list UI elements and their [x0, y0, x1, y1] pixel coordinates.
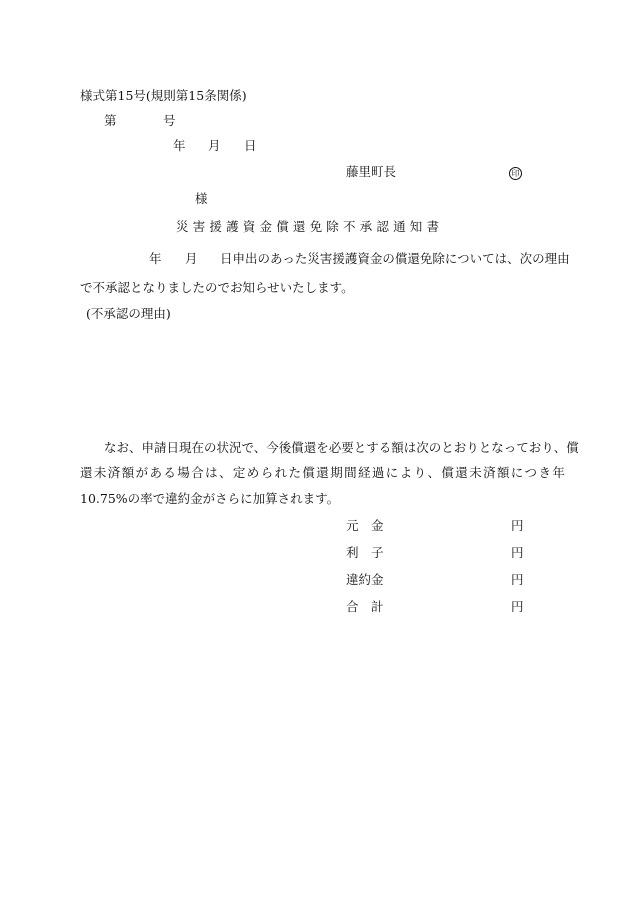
notice-line-3: 10.75%の率で違約金がさらに加算されます。 — [80, 491, 340, 506]
intro-line-2: で不承認となりましたのでお知らせいたします。 — [80, 280, 354, 295]
amount-label: 合 計 — [346, 599, 384, 614]
reason-label: (不承認の理由) — [86, 306, 171, 321]
doc-number-prefix: 第 — [104, 113, 117, 128]
notice-line-1: なお、申請日現在の状況で、今後償還を必要とする額は次のとおりとなっており、償 — [104, 440, 579, 455]
amount-label: 利 子 — [346, 545, 384, 560]
intro-month: 月 — [185, 251, 198, 266]
date-day: 日 — [244, 138, 257, 153]
sender-seal — [509, 164, 522, 180]
intro-year: 年 — [149, 251, 162, 266]
date-month: 月 — [208, 138, 221, 153]
amount-unit: 円 — [511, 572, 524, 587]
sender-title: 藤里町長 — [346, 164, 397, 179]
amount-unit: 円 — [511, 599, 524, 614]
amount-label: 違約金 — [346, 572, 384, 587]
notice-line-2: 還未済額がある場合は、定められた償還期間経過により、償還未済額につき年 — [80, 465, 567, 480]
form-number: 様式第15号(規則第15条関係) — [80, 88, 247, 103]
amount-label: 元 金 — [346, 518, 384, 533]
intro-line-1: 日申出のあった災害援護資金の償還免除については、次の理由 — [220, 251, 570, 266]
amount-unit: 円 — [511, 545, 524, 560]
addressee-honorific: 様 — [195, 191, 208, 206]
amount-unit: 円 — [511, 518, 524, 533]
date-year: 年 — [173, 138, 186, 153]
seal-stamp: 印 — [509, 167, 522, 180]
document-title: 災害援護資金償還免除不承認通知書 — [176, 219, 444, 234]
doc-number-suffix: 号 — [163, 113, 176, 128]
